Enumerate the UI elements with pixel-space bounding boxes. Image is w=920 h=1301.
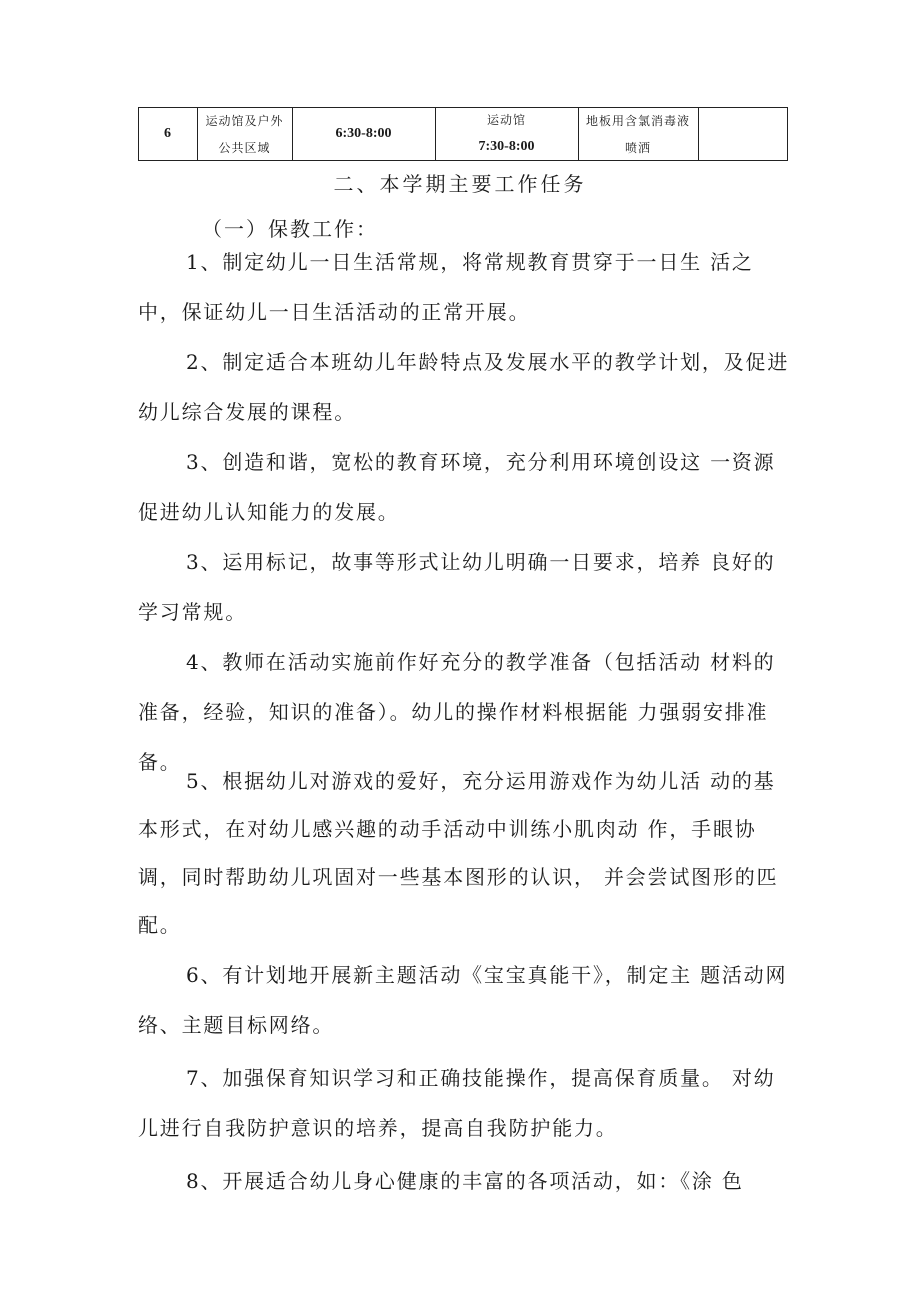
schedule-table-fragment [138, 107, 788, 161]
method-line-2: 喷洒 [624, 140, 651, 155]
paragraph-3: 3、创造和谐，宽松的教育环境，充分利用环境创设这 一资源促进幼儿认知能力的发展。 [138, 450, 776, 524]
method-line-1: 地板用含氯消毒液 [585, 113, 690, 128]
paragraph-6: 5、根据幼儿对游戏的爱好，充分运用游戏作为幼儿活 动的基本形式，在对幼儿感兴趣的动手活动中训练小肌肉动 作，手眼协调，同时帮助幼儿巩固对一些基本图形的认识， 并会尝试图形的匹配。 [138, 769, 779, 937]
paragraph-4: 3、运用标记，故事等形式让幼儿明确一日要求，培养 良好的学习常规。 [138, 550, 776, 624]
area-cell [197, 107, 292, 161]
paragraph-8: 7、加强保育知识学习和正确技能操作，提高保育质量。 对幼儿进行自我防护意识的培养，提高自我防护能力。 [138, 1066, 776, 1140]
paragraph-5: 4、教师在活动实施前作好充分的教学准备（包括活动 材料的准备，经验，知识的准备）。幼儿的操作材料根据能 力强弱安排准备。 [138, 650, 776, 774]
row-number: 6 [164, 126, 171, 141]
extra-cell [698, 107, 787, 161]
time-cell [292, 107, 435, 161]
paragraph-9: 8、开展适合幼儿身心健康的丰富的各项活动，如：《涂 色 [186, 1169, 744, 1193]
paragraph-1: 1、制定幼儿一日生活常规，将常规教育贯穿于一日生 活之中，保证幼儿一日生活活动的正常开展。 [138, 250, 754, 324]
time-value: 6:30-8:00 [335, 126, 392, 141]
row-number-cell [138, 107, 197, 161]
place-value: 运动馆 [486, 113, 526, 127]
place-time-value: 7:30-8:00 [478, 139, 535, 154]
section-title: 二、本学期主要工作任务 [333, 172, 587, 196]
place-time-cell [435, 107, 578, 161]
area-line-1: 运动馆及户外 [205, 113, 284, 128]
table-border [787, 107, 788, 161]
subsection-title: （一）保教工作： [202, 217, 378, 241]
paragraph-7: 6、有计划地开展新主题活动《宝宝真能干》，制定主 题活动网络、主题目标网络。 [138, 963, 788, 1037]
method-cell [578, 107, 698, 161]
paragraph-2: 2、制定适合本班幼儿年龄特点及发展水平的教学计划，及促进幼儿综合发展的课程。 [138, 350, 790, 424]
area-line-2: 公共区域 [218, 140, 271, 155]
